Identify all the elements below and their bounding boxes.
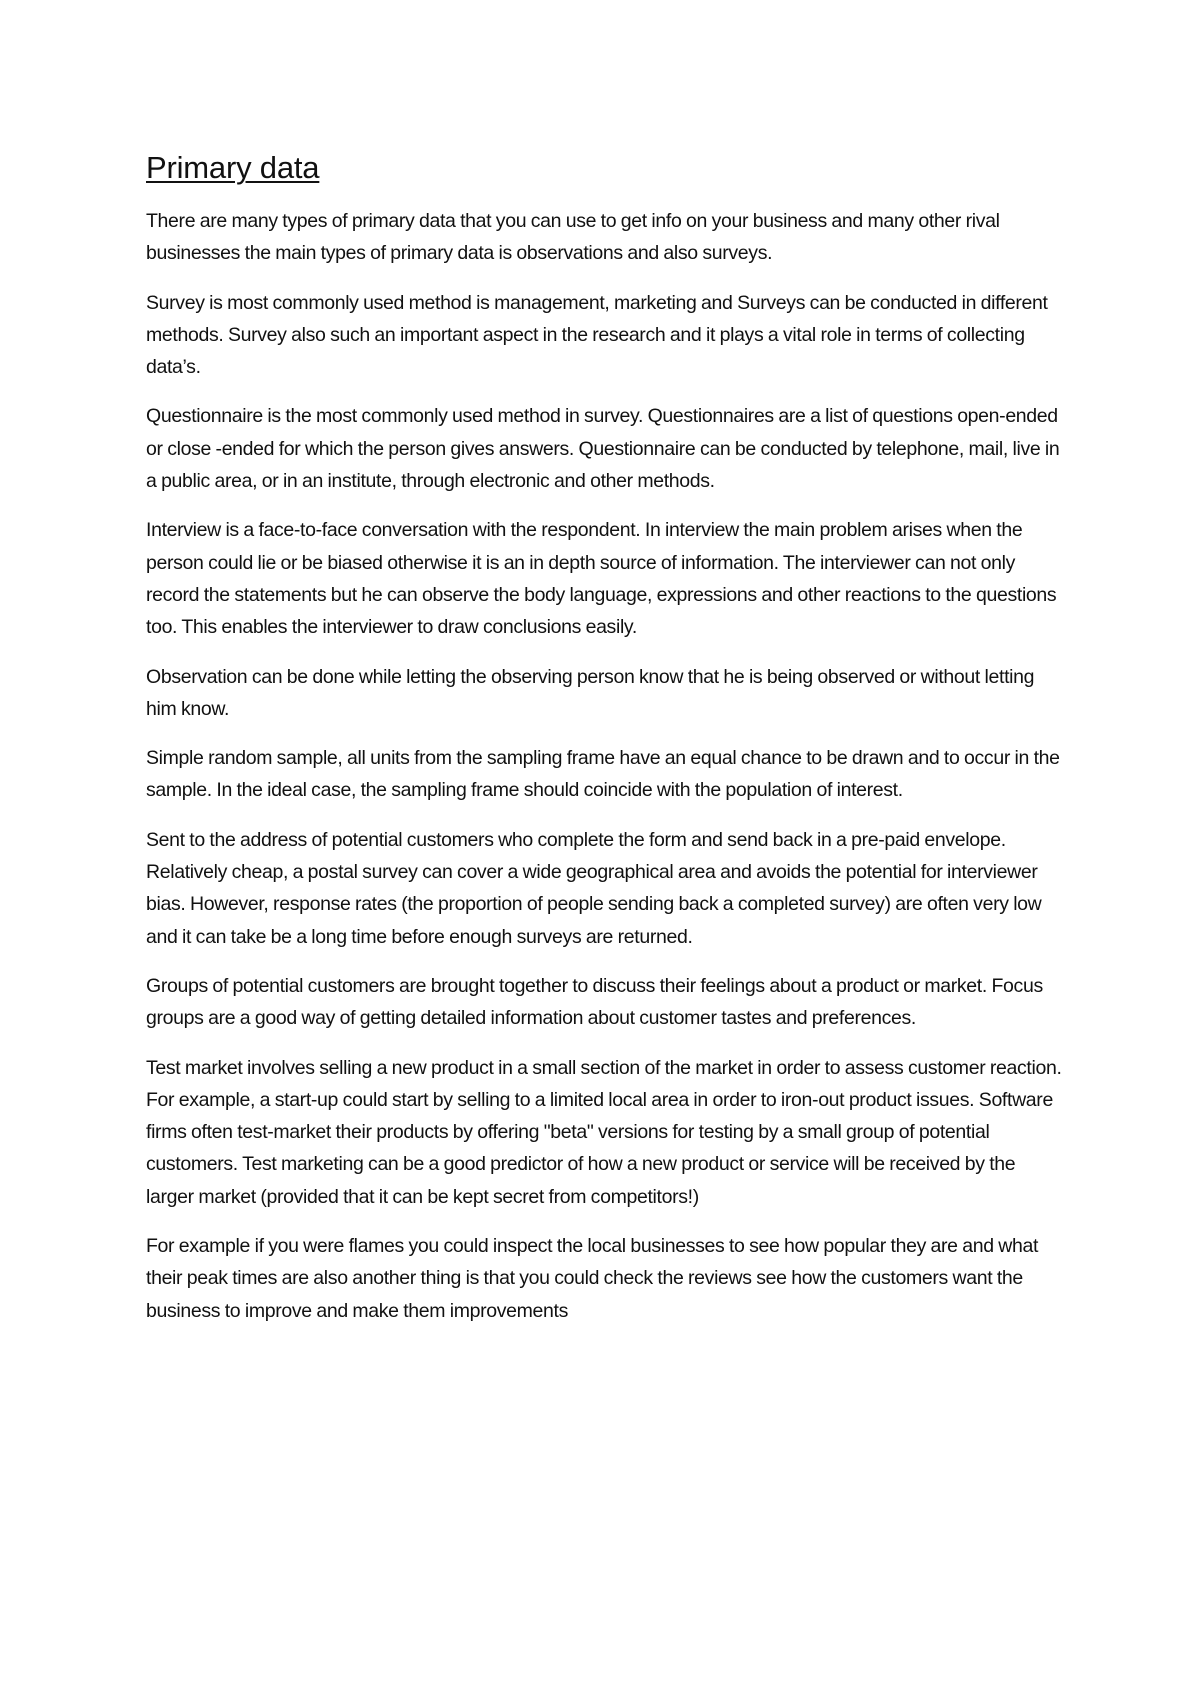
paragraph-focus-groups: Groups of potential customers are brought together to discuss their feelings about a product or market. Focus groups are a good way of getting detailed information about customer tastes and preferences. xyxy=(146,974,1043,1030)
document-body xyxy=(146,148,1066,1344)
paragraph-survey: Survey is most commonly used method is management, marketing and Surveys can be conducted in different methods. Survey also such an important aspect in the research and it plays a vital role in terms of collecting data’s. xyxy=(146,291,1048,379)
paragraph-interview: Interview is a face-to-face conversation with the respondent. In interview the main problem arises when the person could lie or be biased otherwise it is an in depth source of information. The interviewer can not only record the statements but he can observe the body language, expressions and other reactions to the questions too. This enables the interviewer to draw conclusions easily. xyxy=(146,519,1057,639)
paragraph-example: For example if you were flames you could inspect the local businesses to see how popular they are and what their peak times are also another thing is that you could check the reviews see how the customers want the business to improve and make them improvements xyxy=(146,1235,1039,1322)
page-title: Primary data xyxy=(146,150,320,185)
paragraph-questionnaire: Questionnaire is the most commonly used method in survey. Questionnaires are a list of questions open-ended or close -ended for which the person gives answers. Questionnaire can be conducted by telephone, mail, live in a public area, or in an institute, through electronic and other methods. xyxy=(146,405,1060,493)
paragraph-test-market: Test market involves selling a new product in a small section of the market in order to assess customer reaction. For example, a start-up could start by selling to a limited local area in order to iron-out product issues. Software firms often test-market their products by offering "beta" versions for testing by a small group of potential customers. Test marketing can be a good predictor of how a new product or service will be received by the larger market (provided that it can be kept secret from competitors!) xyxy=(146,1056,1062,1208)
paragraph-random-sample: Simple random sample, all units from the sampling frame have an equal chance to be drawn and to occur in the sample. In the ideal case, the sampling frame should coincide with the population of interest. xyxy=(146,747,1060,802)
paragraph-postal-survey: Sent to the address of potential customers who complete the form and send back in a pre-paid envelope. Relatively cheap, a postal survey can cover a wide geographical area and avoids the potential for interviewer bias. However, response rates (the proportion of people sending back a completed survey) are often very low and it can take be a long time before enough surveys are returned. xyxy=(146,828,1042,948)
paragraph-intro: There are many types of primary data that you can use to get info on your business and many other rival businesses the main types of primary data is observations and also surveys. xyxy=(146,210,1000,265)
paragraph-observation: Observation can be done while letting the observing person know that he is being observed or without letting him know. xyxy=(146,665,1035,720)
